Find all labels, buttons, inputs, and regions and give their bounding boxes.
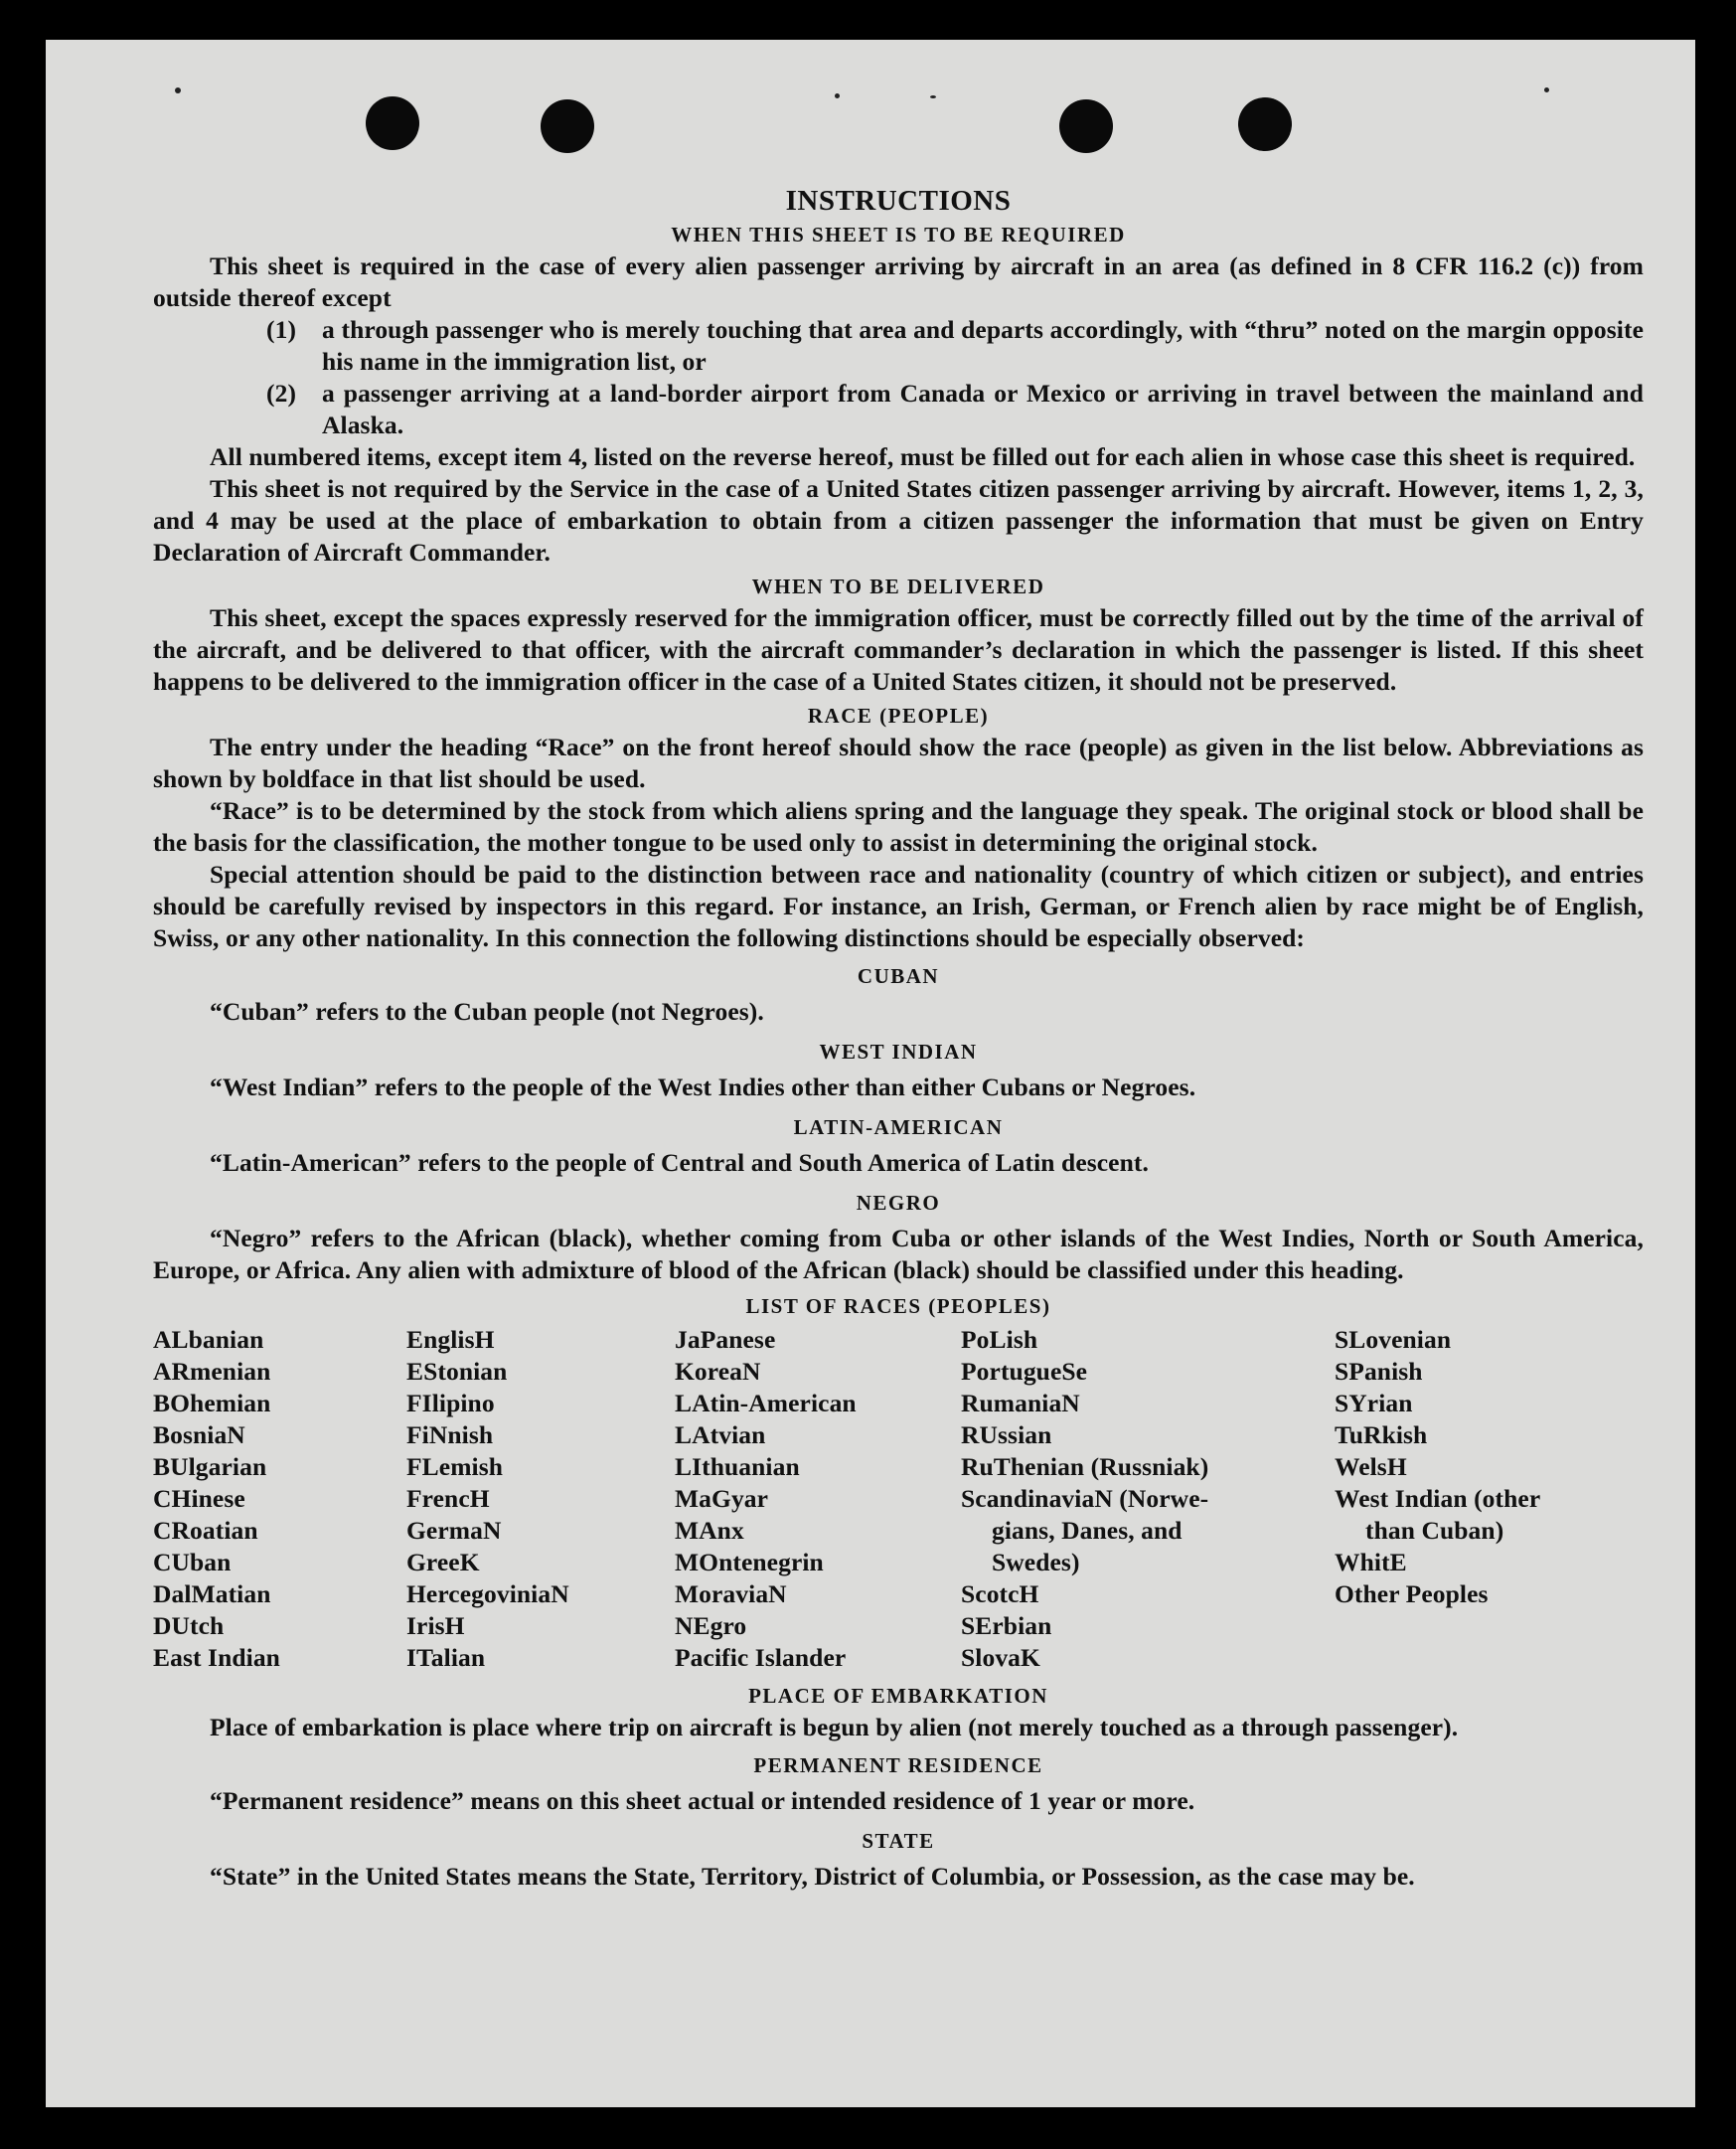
document-page (46, 40, 1695, 2107)
ink-speck (175, 87, 181, 93)
paragraph: All numbered items, except item 4, listed on the reverse hereof, must be filled out for each alien in whose case this sheet is required. (210, 442, 1636, 471)
race-entry: EStonian (406, 1357, 508, 1386)
race-entry: BOhemian (153, 1389, 271, 1417)
race-entry: ARmenian (153, 1357, 271, 1386)
item-text: a passenger arriving at a land-border airport from Canada or Mexico or arriving in travel between the mainland and Alaska. (322, 379, 1644, 439)
race-entry: CRoatian (153, 1516, 258, 1545)
paragraph: “Negro” refers to the African (black), whether coming from Cuba or other islands of the West Indies, North or South America, Europe, or Africa. Any alien with admixture of blood of the African (black) should be classified under this heading. (153, 1224, 1644, 1284)
race-entry: NEgro (675, 1611, 747, 1640)
races-list (153, 1324, 1644, 1674)
race-entry: FrencH (406, 1484, 490, 1513)
race-entry: GreeK (406, 1548, 480, 1576)
ink-speck (835, 93, 840, 98)
race-entry: BUlgarian (153, 1452, 267, 1481)
paragraph: This sheet is not required by the Service in the case of a United States citizen passenger arriving by aircraft. However, items 1, 2, 3, and 4 may be used at the place of embarkation to obtain from a citizen passenger the information that must be given on Entry Declaration of Aircraft Commander. (153, 474, 1644, 567)
races-column-5 (1335, 1324, 1644, 1674)
race-entry: EnglisH (406, 1325, 495, 1354)
race-entry: LAtin-American (675, 1389, 857, 1417)
race-entry: ITalian (406, 1643, 486, 1672)
ink-speck (930, 95, 936, 98)
race-entry: RumaniaN (961, 1389, 1080, 1417)
item-number: (1) (266, 315, 297, 344)
item-number: (2) (266, 379, 297, 408)
race-entry: East Indian (153, 1643, 280, 1672)
page-title: INSTRUCTIONS (785, 185, 1012, 217)
race-entry: MaGyar (675, 1484, 769, 1513)
paragraph: This sheet, except the spaces expressly reserved for the immigration officer, must be correctly filled out by the time of the arrival of the aircraft, and be delivered to that officer, with the aircraft commander’s declaration in which the passenger is listed. If this sheet happens to be delivered to the immigration officer in the case of a United States citizen, it should not be preserved. (153, 603, 1644, 696)
race-entry: CUban (153, 1548, 232, 1576)
races-column-1 (153, 1324, 406, 1674)
paragraph: Place of embarkation is place where trip on aircraft is begun by alien (not merely touched as a through passenger). (210, 1713, 1459, 1741)
paragraph: Special attention should be paid to the distinction between race and nationality (country of which citizen or subject), and entries should be carefully revised by inspectors in this regard. For instance, an Irish, German, or French alien by race might be of English, Swiss, or any other nationality. In this connection the following distinctions should be especially observed: (153, 860, 1644, 952)
paragraph: “West Indian” refers to the people of the West Indies other than either Cubans or Negroes. (210, 1073, 1196, 1101)
race-entry: Pacific Islander (675, 1643, 847, 1672)
races-column-2 (406, 1324, 675, 1674)
section-heading: PERMANENT RESIDENCE (753, 1753, 1043, 1777)
race-entry: HercegoviniaN (406, 1579, 569, 1608)
race-entry: KoreaN (675, 1357, 761, 1386)
list-item (153, 378, 1644, 441)
section-heading: RACE (PEOPLE) (807, 704, 990, 728)
race-entry: LAtvian (675, 1420, 766, 1449)
race-entry: ScandinaviaN (Norwe- (961, 1484, 1209, 1513)
race-entry: IrisH (406, 1611, 465, 1640)
race-entry: PortugueSe (961, 1357, 1088, 1386)
race-entry: BosniaN (153, 1420, 245, 1449)
race-entry: FLemish (406, 1452, 504, 1481)
ink-speck (1544, 87, 1549, 92)
section-heading: WHEN TO BE DELIVERED (751, 575, 1045, 598)
race-entry: SPanish (1335, 1357, 1423, 1386)
paragraph: “Cuban” refers to the Cuban people (not Negroes). (210, 997, 764, 1026)
race-entry: SErbian (961, 1611, 1052, 1640)
race-entry-continued: gians, Danes, and (992, 1516, 1183, 1545)
race-entry: PoLish (961, 1325, 1038, 1354)
paragraph: “State” in the United States means the State, Territory, District of Columbia, or Possession, as the case may be. (210, 1862, 1415, 1891)
section-heading: LIST OF RACES (PEOPLES) (745, 1294, 1051, 1318)
race-entry: ALbanian (153, 1325, 264, 1354)
instructions-body (153, 143, 1644, 1893)
section-heading: WHEN THIS SHEET IS TO BE REQUIRED (671, 223, 1126, 247)
race-entry: RuThenian (Russniak) (961, 1452, 1209, 1481)
race-entry-continued: than Cuban) (1365, 1516, 1504, 1545)
section-heading: LATIN-AMERICAN (793, 1115, 1004, 1139)
race-entry: GermaN (406, 1516, 502, 1545)
list-item (153, 314, 1644, 378)
section-heading: STATE (862, 1829, 935, 1853)
punch-hole (366, 96, 419, 150)
race-entry-continued: Swedes) (992, 1548, 1080, 1576)
race-entry: JaPanese (675, 1325, 776, 1354)
paragraph: “Permanent residence” means on this sheet actual or intended residence of 1 year or more. (210, 1786, 1195, 1815)
race-entry: DUtch (153, 1611, 225, 1640)
race-entry: West Indian (other (1335, 1484, 1541, 1513)
race-entry: SLovenian (1335, 1325, 1452, 1354)
section-heading: PLACE OF EMBARKATION (748, 1684, 1048, 1708)
section-heading: CUBAN (857, 964, 940, 988)
paragraph: “Latin-American” refers to the people of Central and South America of Latin descent. (210, 1148, 1149, 1177)
race-entry: MoraviaN (675, 1579, 787, 1608)
race-entry: SlovaK (961, 1643, 1040, 1672)
race-entry: ScotcH (961, 1579, 1039, 1608)
race-entry: FiNnish (406, 1420, 494, 1449)
race-entry: WelsH (1335, 1452, 1407, 1481)
races-column-3 (675, 1324, 961, 1674)
race-entry: FIlipino (406, 1389, 495, 1417)
race-entry: TuRkish (1335, 1420, 1428, 1449)
race-entry: MOntenegrin (675, 1548, 824, 1576)
race-entry: LIthuanian (675, 1452, 800, 1481)
paragraph: This sheet is required in the case of every alien passenger arriving by aircraft in an area (as defined in 8 CFR 116.2 (c)) from outside thereof except (153, 251, 1644, 312)
item-text: a through passenger who is merely touching that area and departs accordingly, with “thru” noted on the margin opposite his name in the immigration list, or (322, 315, 1644, 376)
race-entry: RUssian (961, 1420, 1052, 1449)
race-entry: Other Peoples (1335, 1579, 1489, 1608)
races-column-4 (961, 1324, 1335, 1674)
race-entry: CHinese (153, 1484, 245, 1513)
race-entry: SYrian (1335, 1389, 1413, 1417)
section-heading: NEGRO (856, 1191, 941, 1215)
race-entry: WhitE (1335, 1548, 1407, 1576)
race-entry: MAnx (675, 1516, 744, 1545)
paragraph: The entry under the heading “Race” on the front hereof should show the race (people) as given in the list below. Abbreviations as shown by boldface in that list should be used. (153, 733, 1644, 793)
race-entry: DalMatian (153, 1579, 271, 1608)
paragraph: “Race” is to be determined by the stock from which aliens spring and the language they speak. The original stock or blood shall be the basis for the classification, the mother tongue to be used only to assist in determining the original stock. (153, 796, 1644, 857)
section-heading: WEST INDIAN (819, 1040, 978, 1064)
